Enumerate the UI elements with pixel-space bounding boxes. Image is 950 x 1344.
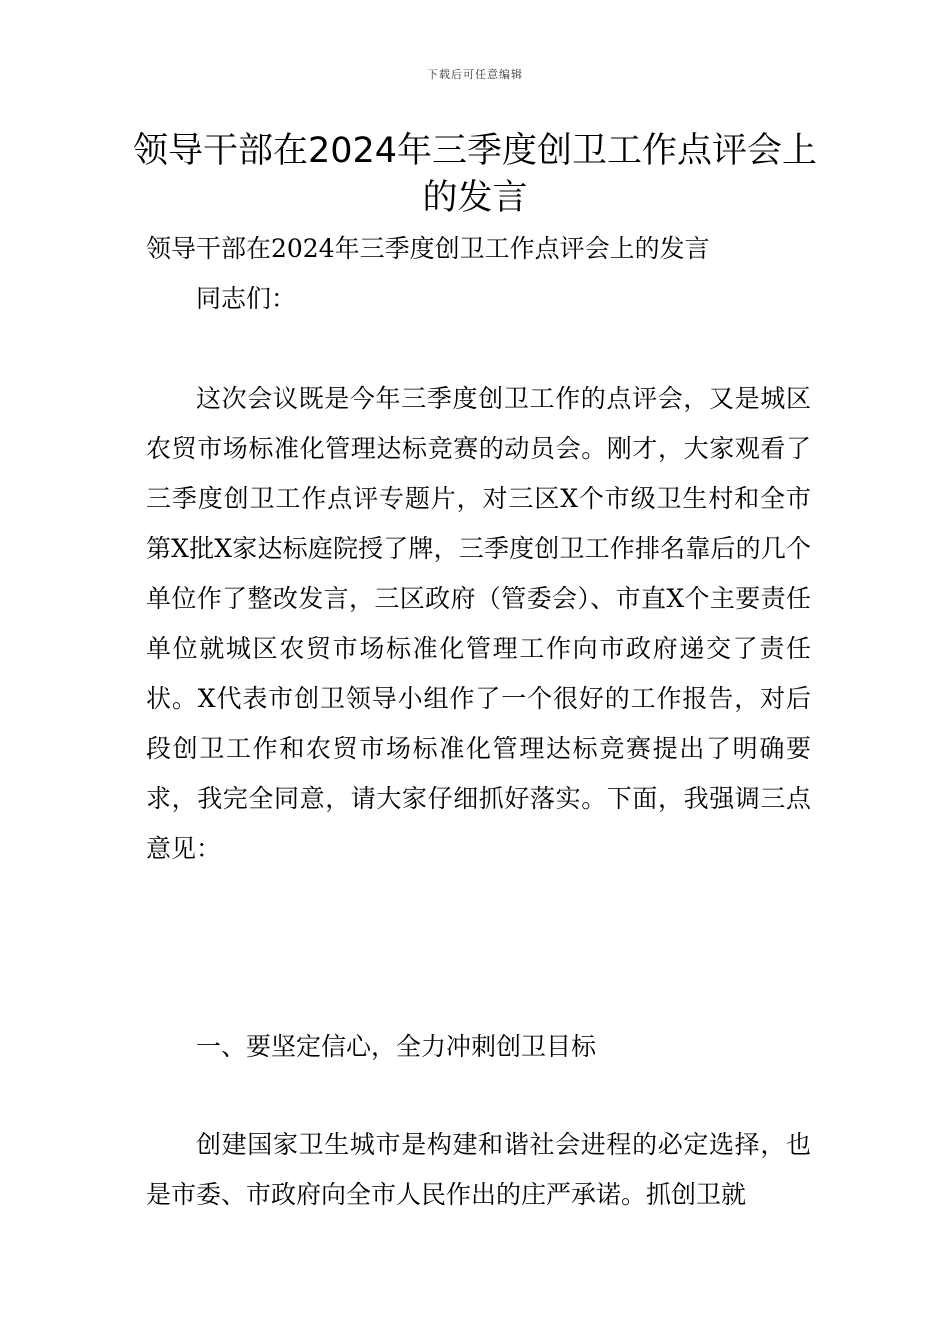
header-note: 下载后可任意编辑 xyxy=(427,68,523,81)
paragraph-intro: 这次会议既是今年三季度创卫工作的点评会，又是城区农贸市场标准化管理达标竞赛的动员会。刚才，大家观看了三季度创卫工作点评专题片，对三区X个市级卫生村和全市第X批X家达标庭院授了牌，三季度创卫工作排名靠后的几个单位作了整改发言，三区政府（管委会）、市直X个主要责任单位就城区农贸市场标准化管理工作向市政府递交了责任状。X代表市创卫领导小组作了一个很好的工作报告，对后段创卫工作和农贸市场标准化管理达标竞赛提出了明确要求，我完全同意，请大家仔细抓好落实。下面，我强调三点意见： xyxy=(146,384,811,863)
paragraph-section-one: 创建国家卫生城市是构建和谐社会进程的必定选择，也是市委、市政府向全市人民作出的庄严承诺。抓创卫就 xyxy=(146,1130,811,1209)
document-title: 领导干部在2024年三季度创卫工作点评会上的发言 xyxy=(132,131,818,218)
document-subtitle: 领导干部在2024年三季度创卫工作点评会上的发言 xyxy=(146,234,710,263)
salutation: 同志们： xyxy=(196,284,297,313)
section-heading: 一、要坚定信心，全力冲刺创卫目标 xyxy=(196,1032,597,1061)
